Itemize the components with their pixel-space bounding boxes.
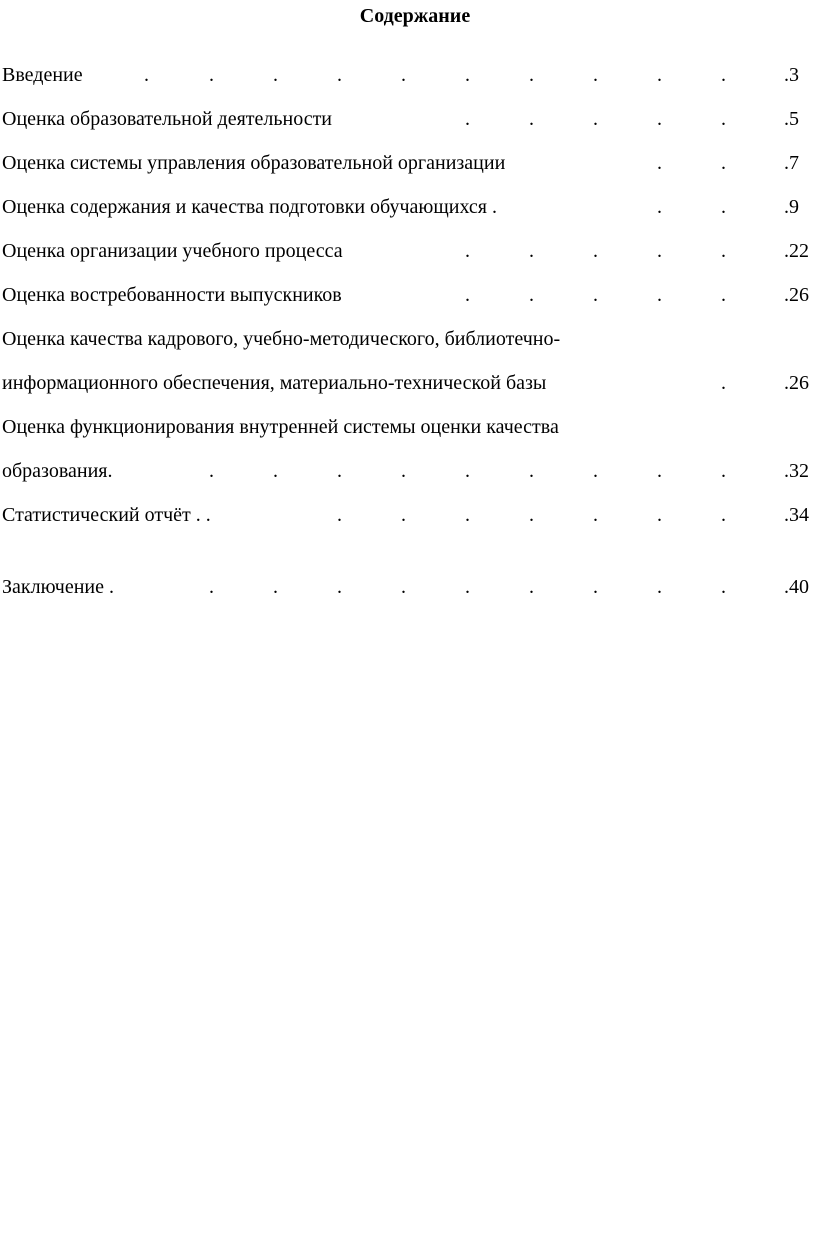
toc-entry-graduate-demand xyxy=(2,282,816,308)
toc-page-number: .22 xyxy=(784,240,809,262)
toc-page-number: .32 xyxy=(784,460,809,482)
toc-entry-staff-support-line1 xyxy=(2,326,816,352)
toc-entry-internal-quality-line2 xyxy=(2,458,816,484)
toc-entry-management-system xyxy=(2,150,816,176)
dot-leader: . xyxy=(721,372,726,394)
toc-entry-introduction xyxy=(2,62,816,88)
toc-page-number: .26 xyxy=(784,372,809,394)
toc-entry-text: Введение xyxy=(2,64,83,86)
dot-leader: . . . . . . . xyxy=(337,504,726,526)
toc-entry-text: образования. xyxy=(2,460,113,482)
toc-page-number: .9 xyxy=(784,196,799,218)
dot-leader: . . . . . . . . . xyxy=(209,460,726,482)
toc-entry-text: Оценка системы управления образовательной организации xyxy=(2,152,506,174)
toc-entry-text: Статистический отчёт . . xyxy=(2,504,211,526)
toc-entry-text: Оценка функционирования внутренней системы оценки качества xyxy=(2,416,559,438)
toc-entry-text: Заключение . xyxy=(2,576,114,598)
toc-entry-text: Оценка образовательной деятельности xyxy=(2,108,333,130)
toc-entry-staff-support-line2 xyxy=(2,370,816,396)
toc-page-number: .26 xyxy=(784,284,809,306)
toc-page-number: .3 xyxy=(784,64,799,86)
toc-entry-internal-quality-line1 xyxy=(2,414,816,440)
toc-page-number: .40 xyxy=(784,576,809,598)
dot-leader: . . . . . . . . . . xyxy=(144,64,726,86)
toc-entry-statistical-report xyxy=(2,502,816,528)
toc-entry-training-quality xyxy=(2,194,816,220)
toc-entry-conclusion xyxy=(2,574,816,600)
toc-entry-educational-activity xyxy=(2,106,816,132)
dot-leader: . . xyxy=(657,196,726,218)
toc-entry-text: Оценка качества кадрового, учебно-методического, библиотечно- xyxy=(2,328,561,350)
dot-leader: . . . . . xyxy=(465,108,726,130)
page-title: Содержание xyxy=(359,5,471,27)
toc-entry-educational-process xyxy=(2,238,816,264)
toc-entry-text: Оценка содержания и качества подготовки обучающихся . xyxy=(2,196,497,218)
toc-page-number: .7 xyxy=(784,152,799,174)
dot-leader: . . xyxy=(657,152,726,174)
dot-leader: . . . . . xyxy=(465,240,726,262)
toc-entry-text: информационного обеспечения, материально-технической базы xyxy=(2,372,547,394)
dot-leader: . . . . . . . . . xyxy=(209,576,726,598)
toc-page-number: .5 xyxy=(784,108,799,130)
toc-page-number: .34 xyxy=(784,504,809,526)
dot-leader: . . . . . xyxy=(465,284,726,306)
toc-entry-text: Оценка организации учебного процесса xyxy=(2,240,343,262)
toc-entry-text: Оценка востребованности выпускников xyxy=(2,284,342,306)
